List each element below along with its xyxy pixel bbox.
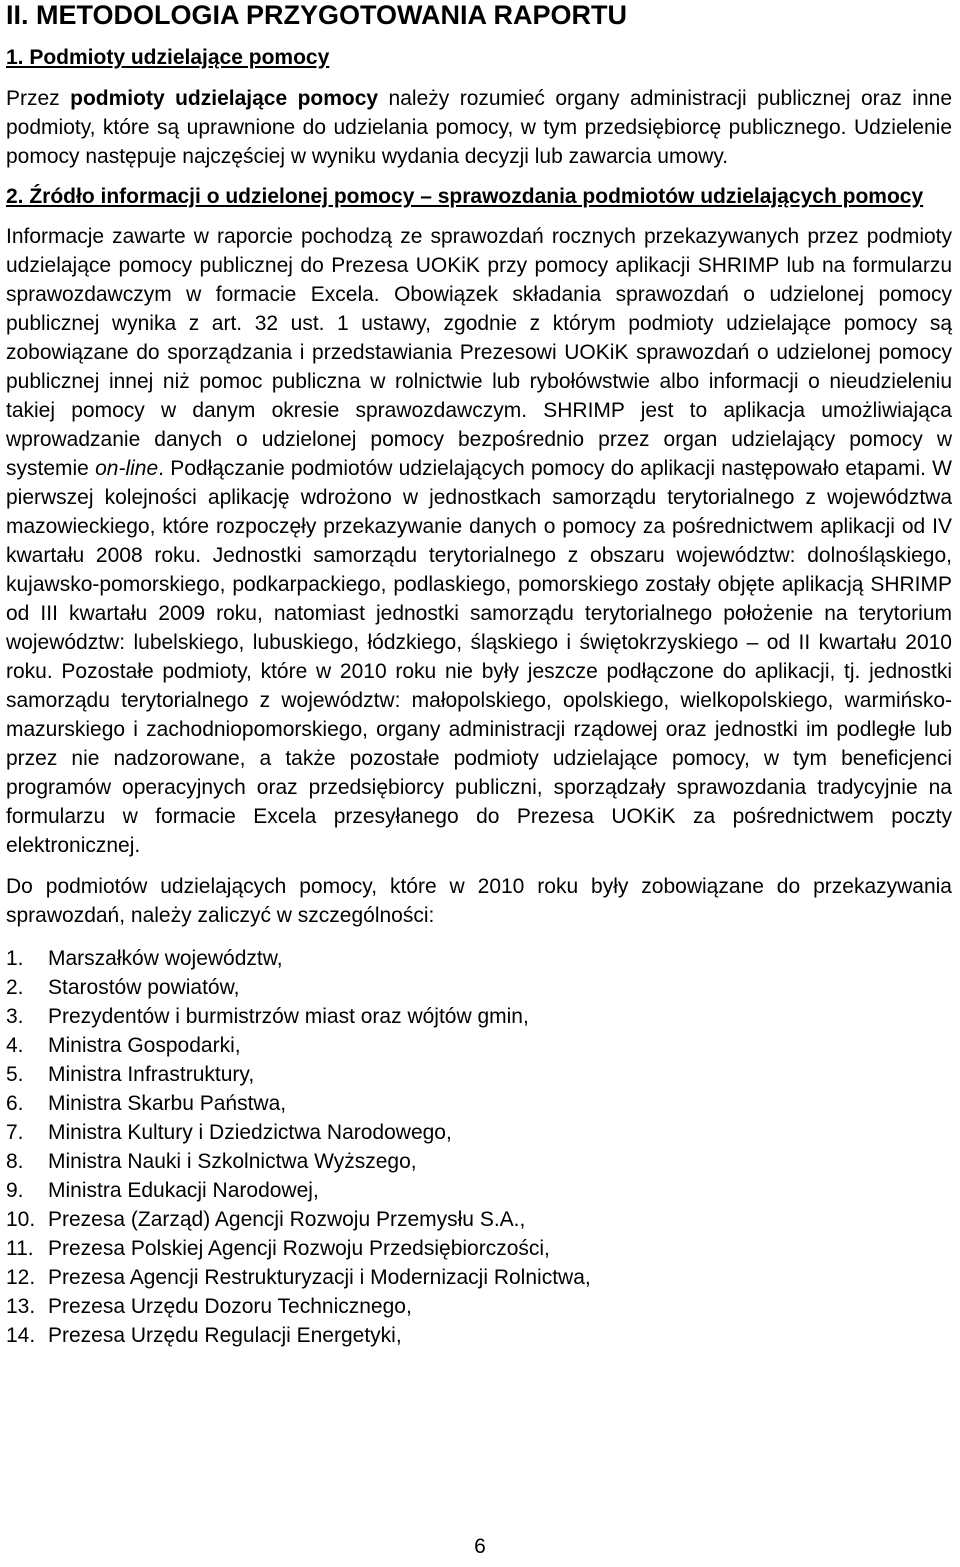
list-item-number: 5. [6,1063,24,1086]
list-item-text: Ministra Gospodarki, [48,1034,241,1057]
section-2-heading: 2. Źródło informacji o udzielonej pomocy – sprawozdania podmiotów udzielających pomocy [6,185,924,208]
list-item-number: 13. [6,1295,36,1318]
list-item [6,1205,952,1234]
section-1-heading: 1. Podmioty udzielające pomocy [6,46,330,69]
list-item-number: 10. [6,1208,36,1231]
section-2-paragraph-2: Do podmiotów udzielających pomocy, które w 2010 roku były zobowiązane do przekazywania sprawozdań, należy zaliczyć w szczególności: [6,875,952,927]
list-item-number: 4. [6,1034,24,1057]
section-1-text-intro: Przez [6,87,71,110]
list-item [6,1031,952,1060]
list-item [6,973,952,1002]
list-item-number: 7. [6,1121,24,1144]
section-2-text-a: Informacje zawarte w raporcie pochodzą ze sprawozdań rocznych przekazywanych przez podmioty udzielające pomocy publicznej do Prezesa UOKiK przy pomocy aplikacji SHRIMP lub na formularzu sprawozdawczym w formacie Excela. Obowiązek składania sprawozdań o udzielonej pomocy publicznej wynika z art. 32 ust. 1 ustawy, zgodnie z którym podmioty udzielające pomocy są zobowiązane do sporządzania i przedstawiania Prezesowi UOKiK sprawozdań o udzielonej pomocy publicznej innej niż pomoc publiczna w rolnictwie lub rybołówstwie albo informacji o nieudzieleniu takiej pomocy w danym okresie sprawozdawczym. SHRIMP jest to aplikacja umożliwiająca wprowadzanie danych o udzielonej pomocy bezpośrednio przez organ udzielający pomocy w systemie [6,225,952,480]
list-item [6,1176,952,1205]
list-item [6,944,952,973]
section-2-text-b: . Podłączanie podmiotów udzielających pomocy do aplikacji następowało etapami. W pierwszej kolejności aplikację wdrożono w jednostkach samorządu terytorialnego z województwa mazowieckiego, które rozpoczęły przekazywanie danych o pomocy za pośrednictwem aplikacji od IV kwartału 2008 roku. Jednostki samorządu terytorialnego z obszaru województw: dolnośląskiego, kujawsko-pomorskiego, podkarpackiego, podlaskiego, pomorskiego zostały objęte aplikacją SHRIMP od III kwartału 2009 roku, natomiast jednostki samorządu terytorialnego położenie na terytorium województw: lubelskiego, lubuskiego, łódzkiego, śląskiego i świętokrzyskiego – od II kwartału 2010 roku. Pozostałe podmioty, które w 2010 roku nie były jeszcze podłączone do aplikacji, tj. jednostki samorządu terytorialnego z województw: małopolskiego, opolskiego, wielkopolskiego, warmińsko-mazurskiego i zachodniopomorskiego, organy administracji rządowej oraz jednostki im podległe lub przez nie nadzorowane, a także pozostałe podmioty udzielające pomocy, w tym beneficjenci programów operacyjnych oraz przedsiębiorcy publiczni, sporządzały sprawozdania tradycyjnie na formularzu w formacie Excela przesyłanego do Prezesa UOKiK za pośrednictwem poczty elektronicznej. [6,457,952,857]
list-item-number: 9. [6,1179,24,1202]
list-item-number: 11. [6,1237,34,1260]
list-item-text: Prezesa Urzędu Regulacji Energetyki, [48,1324,402,1347]
section-1-text-rest: należy rozumieć organy administracji publicznej oraz inne podmioty, które są uprawnione do udzielania pomocy, w tym przedsiębiorcę publicznego. Udzielenie pomocy następuje najczęściej w wyniku wydania decyzji lub zawarcia umowy. [6,87,953,168]
section-1-paragraph [6,84,952,171]
list-item-number: 3. [6,1005,24,1028]
list-item [6,1321,952,1350]
page-number: 6 [474,1535,486,1558]
list-item-text: Marszałków województw, [48,947,283,970]
document-page [6,0,952,1350]
list-item-text: Prezesa Polskiej Agencji Rozwoju Przedsiębiorczości, [48,1237,550,1260]
list-item [6,1060,952,1089]
list-item-number: 1. [6,947,24,970]
list-item-text: Prezesa Urzędu Dozoru Technicznego, [48,1295,412,1318]
list-item [6,1292,952,1321]
list-item-text: Prezesa (Zarząd) Agencji Rozwoju Przemysłu S.A., [48,1208,526,1231]
list-item-number: 6. [6,1092,24,1115]
section-2-italic-term: on-line [95,457,159,480]
list-item-text: Ministra Nauki i Szkolnictwa Wyższego, [48,1150,417,1173]
list-item-text: Ministra Edukacji Narodowej, [48,1179,319,1202]
list-item-number: 14. [6,1324,36,1347]
list-item [6,1089,952,1118]
list-item [6,1263,952,1292]
list-item [6,1147,952,1176]
section-2-paragraph-1 [6,222,952,860]
list-item-text: Prezydentów i burmistrzów miast oraz wójtów gmin, [48,1005,529,1028]
list-item-number: 2. [6,976,24,999]
list-item-text: Starostów powiatów, [48,976,240,999]
list-item [6,1002,952,1031]
list-item-text: Ministra Kultury i Dziedzictwa Narodowego, [48,1121,452,1144]
list-item-number: 8. [6,1150,24,1173]
list-item [6,1234,952,1263]
section-1-bold-term: podmioty udzielające pomocy [70,87,379,110]
list-item-text: Prezesa Agencji Restrukturyzacji i Modernizacji Rolnictwa, [48,1266,591,1289]
chapter-title: II. METODOLOGIA PRZYGOTOWANIA RAPORTU [6,0,628,30]
list-item-text: Ministra Skarbu Państwa, [48,1092,287,1115]
list-item [6,1118,952,1147]
entities-list [6,944,952,1350]
list-item-number: 12. [6,1266,36,1289]
list-item-text: Ministra Infrastruktury, [48,1063,255,1086]
